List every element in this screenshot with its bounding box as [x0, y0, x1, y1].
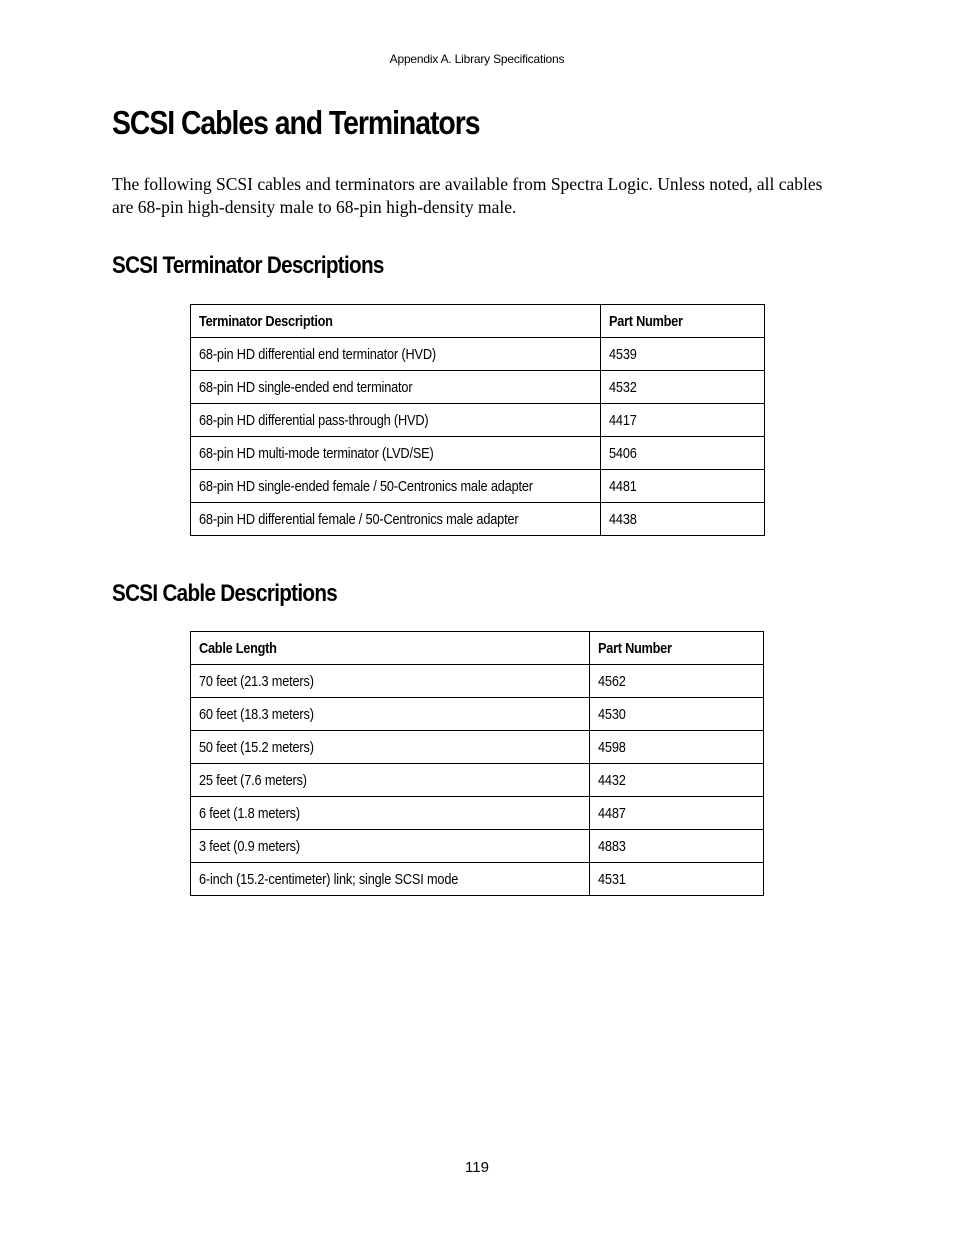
part-number-cell: 4438: [600, 503, 764, 536]
intro-paragraph: The following SCSI cables and terminators are available from Spectra Logic. Unless noted, all cables are 68-pin high-density male to 68-pin high-density male.: [112, 174, 823, 217]
part-number-cell: 4598: [590, 731, 764, 764]
cable-length-cell: 50 feet (15.2 meters): [191, 731, 590, 764]
table-row: [191, 665, 764, 698]
terminator-section-heading: SCSI Terminator Descriptions: [112, 252, 384, 279]
cable-table: [190, 631, 764, 896]
table-row: [191, 830, 764, 863]
part-number-cell: 4417: [600, 404, 764, 437]
cable-length-cell: 6-inch (15.2-centimeter) link; single SCSI mode: [191, 863, 590, 896]
table-row: [191, 437, 765, 470]
table-header-row: [191, 632, 764, 665]
part-number-cell: 4487: [590, 797, 764, 830]
table-row: [191, 863, 764, 896]
running-header: Appendix A. Library Specifications: [389, 52, 565, 66]
part-number-cell: 5406: [600, 437, 764, 470]
table-row: [191, 764, 764, 797]
cable-length-cell: 3 feet (0.9 meters): [191, 830, 590, 863]
page-title: SCSI Cables and Terminators: [112, 104, 480, 141]
part-number-cell: 4481: [600, 470, 764, 503]
description-cell: 68-pin HD single-ended female / 50-Centronics male adapter: [191, 470, 601, 503]
table-row: [191, 797, 764, 830]
table-row: [191, 503, 765, 536]
part-number-cell: 4530: [590, 698, 764, 731]
terminator-table: [190, 304, 765, 536]
table-row: [191, 470, 765, 503]
description-cell: 68-pin HD single-ended end terminator: [191, 371, 601, 404]
cable-length-cell: 25 feet (7.6 meters): [191, 764, 590, 797]
part-number-cell: 4883: [590, 830, 764, 863]
cable-length-cell: 70 feet (21.3 meters): [191, 665, 590, 698]
table-header-row: [191, 305, 765, 338]
column-header-part-number: Part Number: [600, 305, 764, 338]
table-row: [191, 731, 764, 764]
column-header-description: Terminator Description: [191, 305, 601, 338]
description-cell: 68-pin HD differential female / 50-Centronics male adapter: [191, 503, 601, 536]
column-header-cable-length: Cable Length: [191, 632, 590, 665]
description-cell: 68-pin HD multi-mode terminator (LVD/SE): [191, 437, 601, 470]
description-cell: 68-pin HD differential pass-through (HVD): [191, 404, 601, 437]
cable-length-cell: 6 feet (1.8 meters): [191, 797, 590, 830]
table-row: [191, 698, 764, 731]
cable-section-heading: SCSI Cable Descriptions: [112, 580, 338, 607]
table-row: [191, 404, 765, 437]
part-number-cell: 4531: [590, 863, 764, 896]
part-number-cell: 4539: [600, 338, 764, 371]
table-row: [191, 371, 765, 404]
part-number-cell: 4562: [590, 665, 764, 698]
part-number-cell: 4432: [590, 764, 764, 797]
column-header-part-number: Part Number: [590, 632, 764, 665]
description-cell: 68-pin HD differential end terminator (HVD): [191, 338, 601, 371]
page-number: 119: [465, 1159, 489, 1176]
cable-length-cell: 60 feet (18.3 meters): [191, 698, 590, 731]
part-number-cell: 4532: [600, 371, 764, 404]
table-row: [191, 338, 765, 371]
